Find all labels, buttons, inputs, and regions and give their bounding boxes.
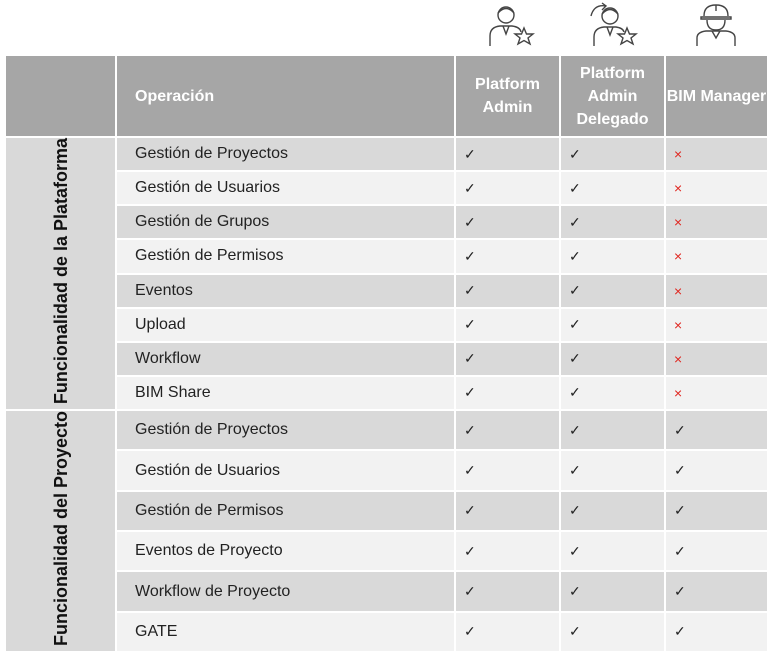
cross-icon: ×	[665, 171, 768, 205]
check-icon: ✓	[455, 274, 560, 308]
group-label: Funcionalidad de la Plataforma	[50, 138, 71, 405]
corner-cell	[5, 55, 116, 137]
admin-person-star-icon	[486, 2, 536, 48]
role-header-bim-manager: BIM Manager	[665, 55, 768, 137]
role-header-platform-admin-delegado: Platform Admin Delegado	[560, 55, 665, 137]
table-row	[5, 137, 768, 171]
table-row	[5, 205, 768, 239]
table-row	[5, 274, 768, 308]
check-icon: ✓	[560, 531, 665, 571]
table-row	[5, 171, 768, 205]
table-header-row	[5, 55, 768, 137]
table-row	[5, 531, 768, 571]
check-icon: ✓	[560, 612, 665, 652]
table-row	[5, 612, 768, 652]
check-icon: ✓	[560, 450, 665, 490]
group-label-cell	[5, 137, 116, 410]
check-icon: ✓	[560, 205, 665, 239]
check-icon: ✓	[665, 571, 768, 611]
check-icon: ✓	[455, 376, 560, 410]
operation-cell: Gestión de Grupos	[116, 205, 455, 239]
operation-cell: Eventos	[116, 274, 455, 308]
cross-icon: ×	[665, 376, 768, 410]
check-icon: ✓	[455, 571, 560, 611]
operation-cell: Gestión de Proyectos	[116, 137, 455, 171]
operation-header: Operación	[116, 55, 455, 137]
check-icon: ✓	[455, 612, 560, 652]
check-icon: ✓	[560, 410, 665, 450]
table-row	[5, 450, 768, 490]
operation-cell: Gestión de Usuarios	[116, 450, 455, 490]
check-icon: ✓	[665, 491, 768, 531]
cross-icon: ×	[665, 342, 768, 376]
cross-icon: ×	[665, 205, 768, 239]
check-icon: ✓	[560, 239, 665, 273]
check-icon: ✓	[455, 410, 560, 450]
check-icon: ✓	[560, 137, 665, 171]
operation-cell: Workflow	[116, 342, 455, 376]
check-icon: ✓	[560, 274, 665, 308]
check-icon: ✓	[560, 308, 665, 342]
check-icon: ✓	[560, 491, 665, 531]
cross-icon: ×	[665, 239, 768, 273]
operation-cell: Workflow de Proyecto	[116, 571, 455, 611]
cross-icon: ×	[665, 308, 768, 342]
check-icon: ✓	[455, 450, 560, 490]
operation-cell: Gestión de Permisos	[116, 239, 455, 273]
operation-cell: Eventos de Proyecto	[116, 531, 455, 571]
table-row	[5, 308, 768, 342]
operation-cell: BIM Share	[116, 376, 455, 410]
operation-cell: Gestión de Permisos	[116, 491, 455, 531]
role-header-platform-admin: Platform Admin	[455, 55, 560, 137]
check-icon: ✓	[560, 171, 665, 205]
check-icon: ✓	[455, 491, 560, 531]
check-icon: ✓	[560, 376, 665, 410]
operation-cell: Gestión de Proyectos	[116, 410, 455, 450]
table-row	[5, 491, 768, 531]
check-icon: ✓	[665, 410, 768, 450]
operation-cell: GATE	[116, 612, 455, 652]
check-icon: ✓	[665, 612, 768, 652]
check-icon: ✓	[455, 239, 560, 273]
table-row	[5, 571, 768, 611]
check-icon: ✓	[455, 137, 560, 171]
permissions-table	[4, 54, 769, 653]
table-row	[5, 376, 768, 410]
cross-icon: ×	[665, 274, 768, 308]
group-label: Funcionalidad del Proyecto	[50, 411, 71, 647]
check-icon: ✓	[665, 450, 768, 490]
group-label-cell	[5, 410, 116, 652]
table-row	[5, 239, 768, 273]
check-icon: ✓	[455, 171, 560, 205]
table-row	[5, 410, 768, 450]
operation-cell: Upload	[116, 308, 455, 342]
check-icon: ✓	[665, 531, 768, 571]
bim-manager-hardhat-icon	[691, 2, 741, 48]
check-icon: ✓	[455, 531, 560, 571]
cross-icon: ×	[665, 137, 768, 171]
delegated-admin-person-star-icon	[588, 2, 638, 48]
check-icon: ✓	[455, 342, 560, 376]
check-icon: ✓	[455, 205, 560, 239]
check-icon: ✓	[560, 571, 665, 611]
operation-cell: Gestión de Usuarios	[116, 171, 455, 205]
table-row	[5, 342, 768, 376]
check-icon: ✓	[560, 342, 665, 376]
check-icon: ✓	[455, 308, 560, 342]
